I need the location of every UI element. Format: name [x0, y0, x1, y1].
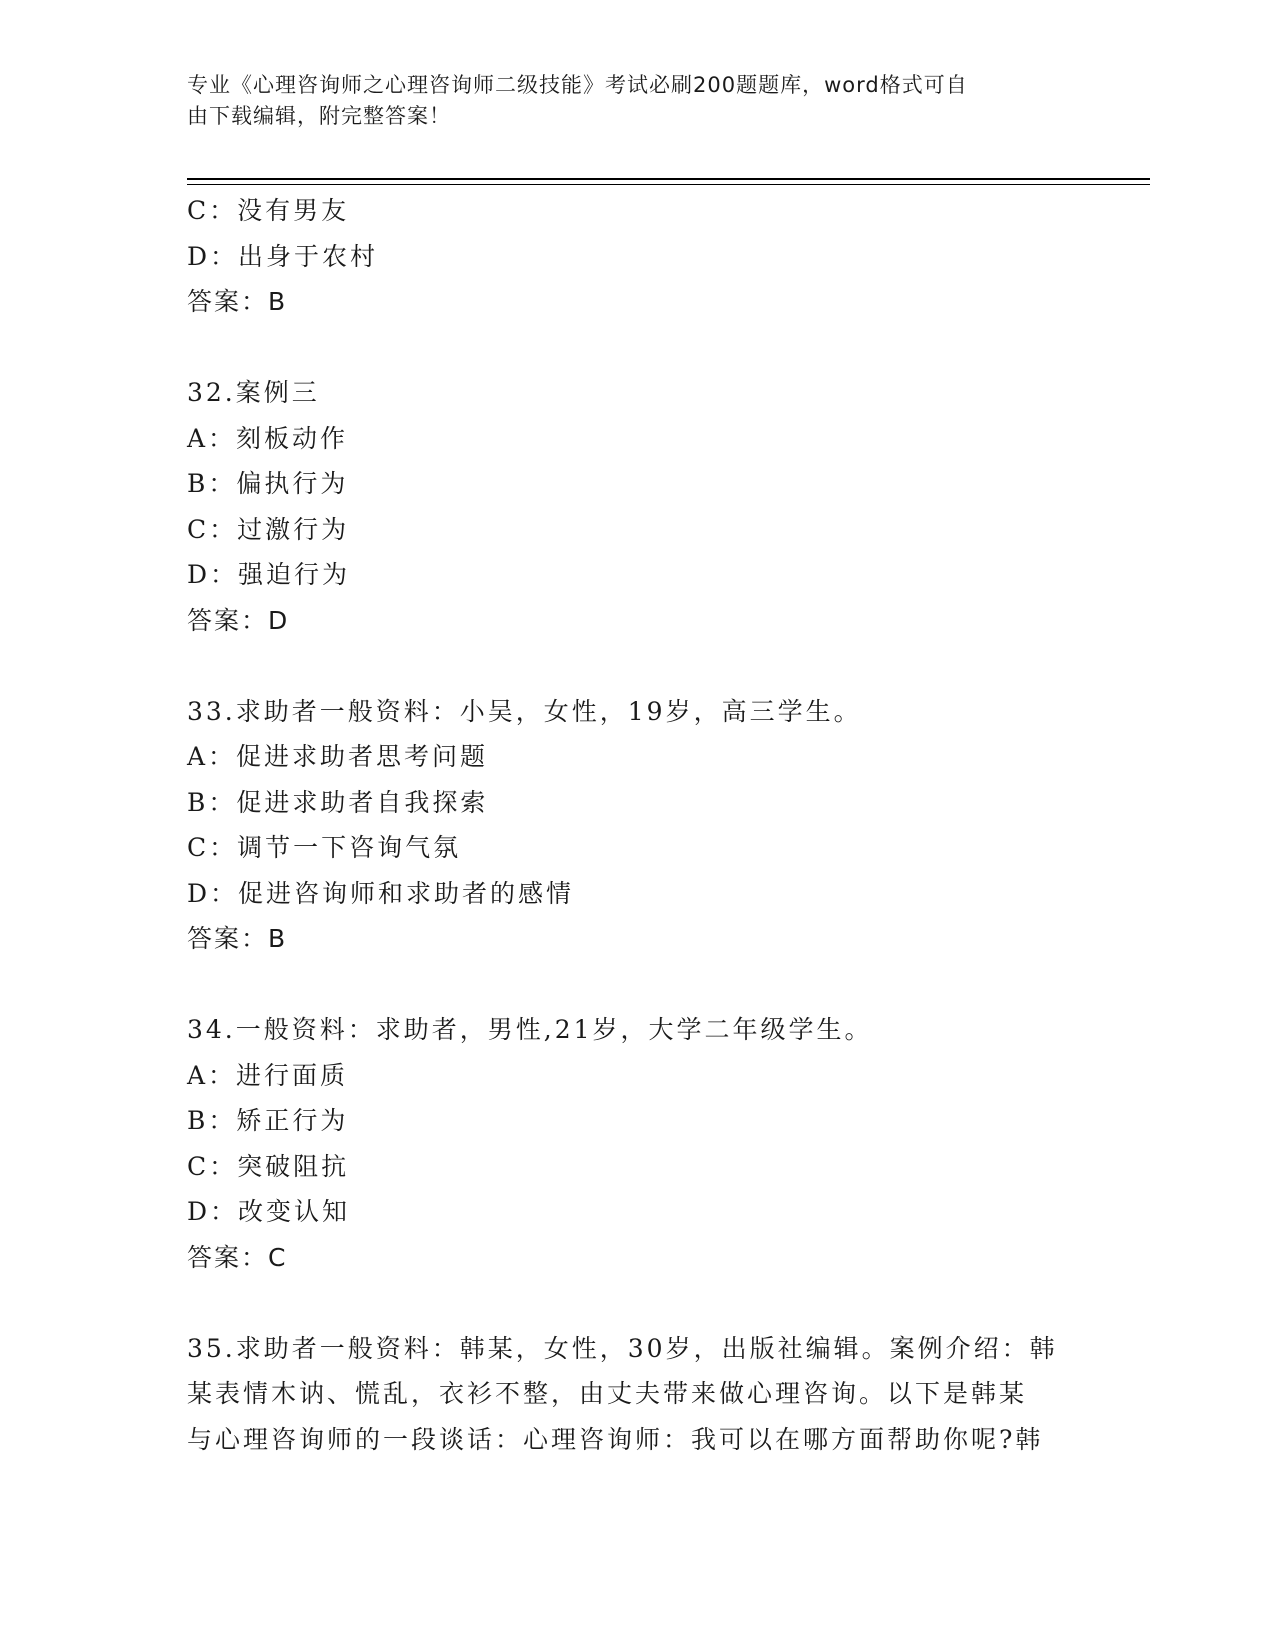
option-d: D：强迫行为: [187, 560, 351, 589]
option-a: A：促进求助者思考问题: [187, 742, 489, 771]
option-b: B：促进求助者自我探索: [187, 787, 489, 817]
spacer: [187, 962, 1087, 1008]
header-divider-thick: [187, 178, 1150, 180]
option-c: C：没有男友: [187, 196, 350, 225]
spacer: [187, 1280, 1087, 1326]
question-stem-line-1: 35.求助者一般资料：韩某，女性，30岁，出版社编辑。案例介绍：韩: [187, 1333, 1058, 1363]
option-c: C：过激行为: [187, 514, 350, 544]
header-divider-thin: [187, 184, 1150, 185]
question-content: [187, 188, 1087, 1462]
question-stem: 33.求助者一般资料：小吴，女性，19岁，高三学生。: [187, 696, 862, 726]
answer: 答案：D: [187, 605, 290, 635]
document-header: [187, 70, 1067, 132]
header-line-2: 由下载编辑，附完整答案！: [187, 104, 451, 128]
option-d: D：促进咨询师和求助者的感情: [187, 878, 575, 908]
option-c: C：调节一下咨询气氛: [187, 833, 462, 862]
option-a: A：刻板动作: [187, 423, 349, 453]
question-stem: 34.一般资料：求助者，男性,21岁，大学二年级学生。: [187, 1015, 873, 1044]
spacer: [187, 325, 1087, 371]
answer: 答案：C: [187, 1242, 288, 1272]
option-d: D：改变认知: [187, 1197, 351, 1226]
answer: 答案：B: [187, 287, 288, 316]
option-b: B：偏执行为: [187, 469, 349, 498]
spacer: [187, 643, 1087, 689]
question-stem-line-2: 某表情木讷、慌乱，衣衫不整，由丈夫带来做心理咨询。以下是韩某: [187, 1379, 1028, 1408]
option-d: D：出身于农村: [187, 241, 379, 271]
question-stem: 32.案例三: [187, 378, 320, 407]
header-line-1: 专业《心理咨询师之心理咨询师二级技能》考试必刷200题题库，word格式可自: [187, 73, 968, 97]
option-b: B：矫正行为: [187, 1106, 349, 1135]
question-stem-line-3: 与心理咨询师的一段谈话：心理咨询师：我可以在哪方面帮助你呢?韩: [187, 1424, 1044, 1454]
option-a: A：进行面质: [187, 1060, 349, 1090]
option-c: C：突破阻抗: [187, 1151, 350, 1181]
answer: 答案：B: [187, 924, 288, 953]
